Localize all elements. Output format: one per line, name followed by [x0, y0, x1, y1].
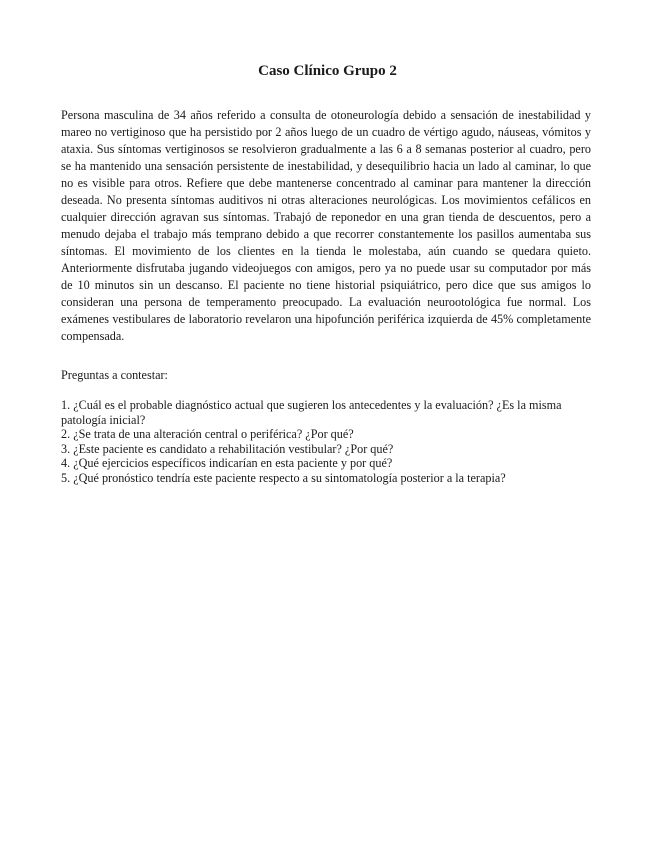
document-title: Caso Clínico Grupo 2	[258, 63, 397, 79]
case-description: Persona masculina de 34 años referido a consulta de otoneurología debido a sensación de inestabilidad y mareo no vertiginoso que ha persistido por 2 años luego de un cuadro de vértigo agudo, náuseas, vómitos y ataxia. Sus síntomas vertiginosos se resolvieron gradualmente a las 6 a 8 semanas posterior al cuadro, pero se ha mantenido una sensación persistente de inestabilidad, y desequilibrio hacia un lado al caminar, lo que no es visible para otros. Refiere que debe mantenerse concentrado al caminar para mantener la dirección deseada. No presenta síntomas auditivos ni otras alteraciones neurológicas. Los movimientos cefálicos en cualquier dirección agravan sus síntomas. Trabajó de reponedor en una gran tienda de descuentos, pero a menudo dejaba el trabajo más temprano debido a que recorrer constantemente los pasillos aumentaba sus síntomas. El movimiento de los clientes en la tienda le molestaba, aún cuando se quedara quieto. Anteriormente disfrutaba jugando videojuegos con amigos, pero ya no puede usar su computador por más de 10 minutos sin un descanso. El paciente no tiene historial psiquiátrico, pero dice que sus amigos lo consideran una persona de temperamento preocupado. La evaluación neurootológica fue normal. Los exámenes vestibulares de laboratorio revelaron una hipofunción periférica izquierda de 45% completamente compensada.	[61, 108, 591, 343]
question-item-5: 5. ¿Qué pronóstico tendría este paciente respecto a su sintomatología posterior a la terapia?	[61, 470, 506, 485]
question-item-3: 3. ¿Este paciente es candidato a rehabilitación vestibular? ¿Por qué?	[61, 441, 394, 456]
question-item-2: 2. ¿Se trata de una alteración central o periférica? ¿Por qué?	[61, 427, 354, 441]
questions-list	[61, 398, 595, 485]
question-item-1: 1. ¿Cuál es el probable diagnóstico actual que sugieren los antecedentes y la evaluación? ¿Es la misma patología inicial?	[61, 398, 562, 427]
question-item-4: 4. ¿Qué ejercicios específicos indicarían en esta paciente y por qué?	[61, 456, 393, 470]
questions-heading: Preguntas a contestar:	[61, 368, 168, 382]
